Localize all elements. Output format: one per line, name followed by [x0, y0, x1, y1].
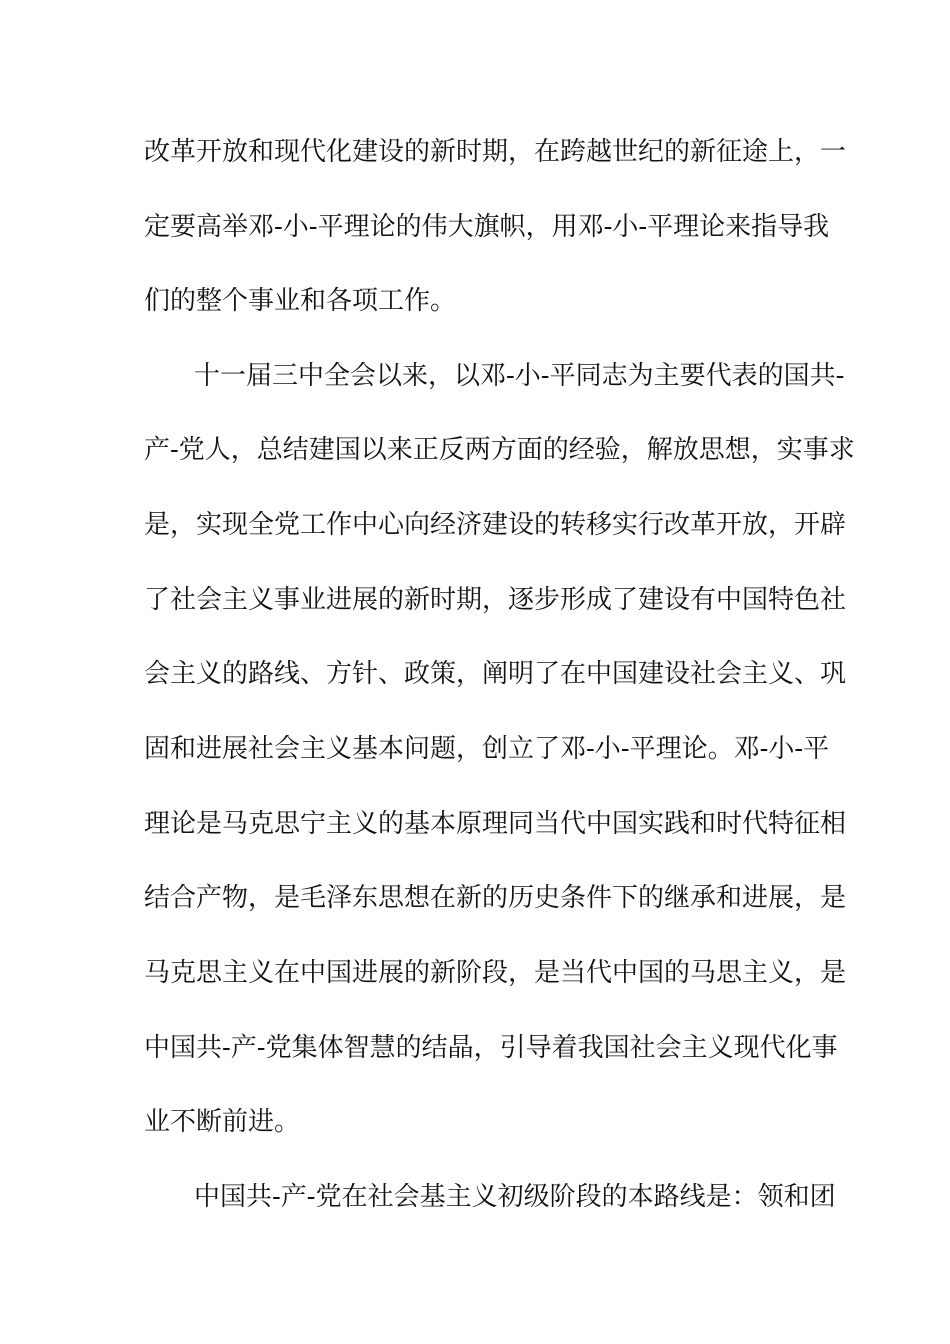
paragraph-2-line-5: 会主义的路线、方针、政策，阐明了在中国建设社会主义、巩: [144, 659, 847, 689]
paragraph-2-line-2: 产-党人，总结建国以来正反两方面的经验，解放思想，实事求: [144, 435, 855, 465]
paragraph-1-line-3: 们的整个事业和各项工作。: [144, 286, 457, 316]
paragraph-2-line-4: 了社会主义事业进展的新时期，逐步形成了建设有中国特色社: [144, 585, 847, 615]
paragraph-2-line-8: 结合产物，是毛泽东思想在新的历史条件下的继承和进展，是: [144, 883, 847, 913]
paragraph-2-line-7: 理论是马克思宁主义的基本原理同当代中国实践和时代特征相: [144, 809, 847, 839]
paragraph-2-line-6: 固和进展社会主义基本问题，创立了邓-小-平理论。邓-小-平: [144, 734, 830, 764]
paragraph-2-line-10: 中国共-产-党集体智慧的结晶，引导着我国社会主义现代化事: [144, 1033, 838, 1063]
paragraph-1-line-1: 改革开放和现代化建设的新时期，在跨越世纪的新征途上，一: [144, 137, 847, 167]
paragraph-2-line-9: 马克思主义在中国进展的新阶段，是当代中国的马思主义，是: [144, 958, 847, 988]
paragraph-1-line-2: 定要高举邓-小-平理论的伟大旗帜，用邓-小-平理论来指导我: [144, 212, 830, 242]
paragraph-2-line-1: 十一届三中全会以来，以邓-小-平同志为主要代表的国共-: [194, 361, 845, 391]
paragraph-3-line-1: 中国共-产-党在社会基主义初级阶段的本路线是：领和团: [194, 1182, 836, 1212]
paragraph-2-line-3: 是，实现全党工作中心向经济建设的转移实行改革开放，开辟: [144, 510, 847, 540]
paragraph-2-line-11: 业不断前进。: [144, 1107, 301, 1137]
